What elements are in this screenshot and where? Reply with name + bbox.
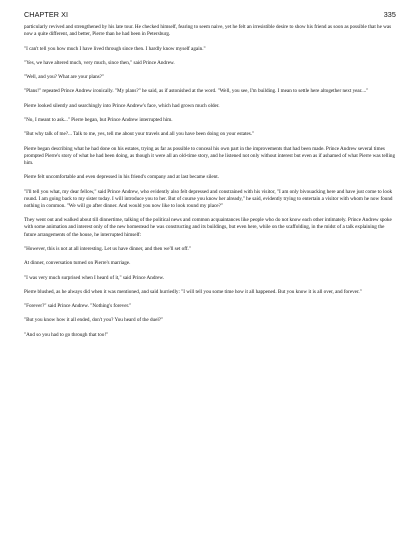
paragraph: "No, I meant to ask..." Pierre began, but Prince Andrew interrupted him. [24,116,173,123]
paragraph: "Forever?" said Prince Andrew. "Nothing's forever." [24,303,132,310]
paragraph: At dinner, conversation turned on Pierre's marriage. [24,260,131,267]
paragraph: "But why talk of me?... Talk to me, yes, tell me about your travels and all you have been doing on your estates." [24,131,255,138]
page-header [24,10,396,24]
paragraph: "But you know how it all ended, don't you? You heard of the duel?" [24,317,164,324]
paragraph: "However, this is not at all interesting. Let us have dinner, and then we'll set off." [24,245,191,252]
paragraph: "I'll tell you what, my dear fellow," said Prince Andrew, who evidently also felt depressed and constrained with his visitor, "I am only bivouacking here and have just come to look round. I am going back to my sister today. I will introduce you to her. But of course you know her already," he said, evidently trying to entertain a visitor with whom he now found nothing in common. "We will go after dinner. And would you now like to look round my place?" [24,188,393,209]
paragraph: Pierre looked silently and searchingly into Prince Andrew's face, which had grown much older. [24,102,220,109]
document-page [24,10,396,346]
paragraph: They went out and walked about till dinnertime, talking of the political news and common acquaintances like people who do not know each other intimately. Prince Andrew spoke with some animation and interest only of the new homestead he was constructing and its buildings, but even here, while on the scaffolding, in the midst of a talk explaining the future arrangements of the house, he interrupted himself: [24,217,392,238]
paragraph: "Plans!" repeated Prince Andrew ironically. "My plans?" he said, as if astonished at the word. "Well, you see, I'm building. I mean to settle here altogether next year...." [24,88,369,95]
paragraph: "I can't tell you how much I have lived through since then. I hardly know myself again." [24,45,206,52]
paragraph: Pierre blushed, as he always did when it was mentioned, and said hurriedly: "I will tell you some time how it all happened. But you know it is all over, and forever." [24,288,362,295]
body-text [24,24,396,339]
paragraph: "And so you had to go through that too!" [24,331,109,338]
paragraph: Pierre began describing what he had done on his estates, trying as far as possible to conceal his own part in the improvements that had been made. Prince Andrew several times prompted Pierre's story of what he had been doing, as though it were all an old-time story, and he listened not only without interest but even as if ashamed of what Pierre was telling him. [24,145,396,166]
paragraph: "I was very much surprised when I heard of it," said Prince Andrew. [24,274,165,281]
page-number: 335 [383,10,396,19]
paragraph: "Well, and you? What are your plans?" [24,74,105,81]
paragraph: Pierre felt uncomfortable and even depressed in his friend's company and at last became silent. [24,174,219,181]
paragraph: "Yes, we have altered much, very much, since then," said Prince Andrew. [24,59,175,66]
chapter-title: CHAPTER XI [24,10,69,19]
paragraph: particularly revived and strengthened by his late tour. He checked himself, fearing to seem naive, yet he felt an irresistible desire to show his friend as soon as possible that he was now a quite different, and better, Pierre than he had been in Petersburg. [24,24,392,38]
